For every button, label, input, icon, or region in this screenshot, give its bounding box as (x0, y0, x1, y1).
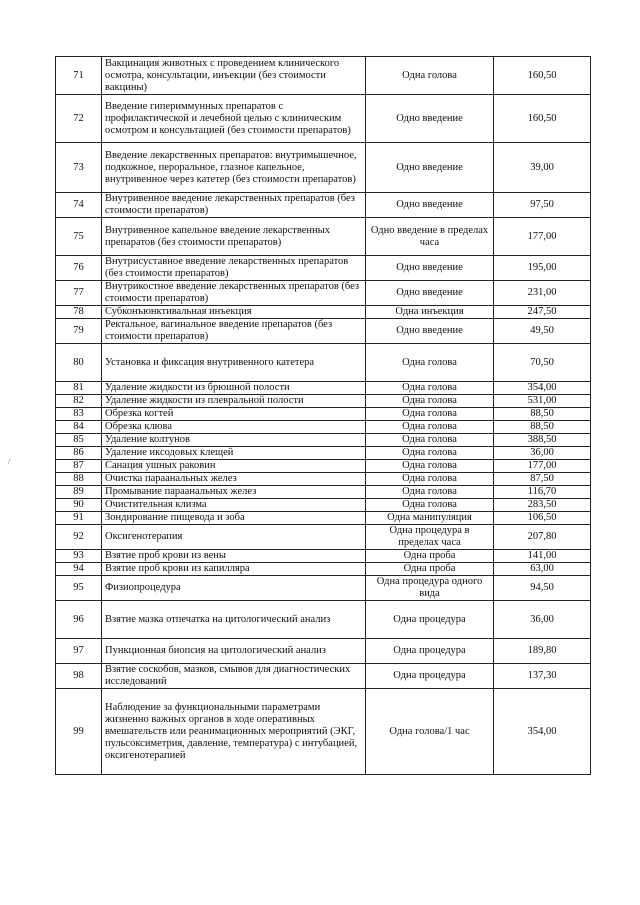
service-name: Очистительная клизма (102, 499, 366, 512)
unit-of-measure: Одна голова (366, 408, 494, 421)
service-name: Внутрикостное введение лекарственных препаратов (без стоимости препаратов) (102, 281, 366, 306)
row-number: 74 (56, 193, 102, 218)
unit-of-measure: Одна проба (366, 550, 494, 563)
price: 354,00 (494, 382, 591, 395)
unit-of-measure: Одно введение (366, 95, 494, 143)
margin-mark: / (8, 456, 11, 466)
unit-of-measure: Одна голова (366, 57, 494, 95)
table-row (56, 689, 591, 775)
price: 137,30 (494, 664, 591, 689)
price: 160,50 (494, 57, 591, 95)
service-name: Удаление иксодовых клещей (102, 447, 366, 460)
price: 207,80 (494, 525, 591, 550)
table-row (56, 256, 591, 281)
service-name: Внутрисуставное введение лекарственных препаратов (без стоимости препаратов) (102, 256, 366, 281)
row-number: 88 (56, 473, 102, 486)
price: 189,80 (494, 639, 591, 664)
price: 88,50 (494, 421, 591, 434)
service-name: Санация ушных раковин (102, 460, 366, 473)
row-number: 75 (56, 218, 102, 256)
unit-of-measure: Одна проба (366, 563, 494, 576)
service-name: Установка и фиксация внутривенного катетера (102, 344, 366, 382)
service-name: Удаление жидкости из брюшной полости (102, 382, 366, 395)
row-number: 97 (56, 639, 102, 664)
unit-of-measure: Одно введение (366, 319, 494, 344)
row-number: 84 (56, 421, 102, 434)
unit-of-measure: Одна инъекция (366, 306, 494, 319)
unit-of-measure: Одна голова (366, 460, 494, 473)
service-name: Удаление жидкости из плевральной полости (102, 395, 366, 408)
table-row (56, 639, 591, 664)
row-number: 71 (56, 57, 102, 95)
unit-of-measure: Одна голова (366, 447, 494, 460)
row-number: 92 (56, 525, 102, 550)
service-name: Взятие проб крови из капилляра (102, 563, 366, 576)
table-row (56, 486, 591, 499)
row-number: 99 (56, 689, 102, 775)
table-row (56, 473, 591, 486)
row-number: 86 (56, 447, 102, 460)
service-name: Внутривенное введение лекарственных препаратов (без стоимости препаратов) (102, 193, 366, 218)
table-row (56, 218, 591, 256)
price: 116,70 (494, 486, 591, 499)
service-name: Наблюдение за функциональными параметрами жизненно важных органов в ходе оперативных вмешательств или реанимационных мероприятий (ЭКГ, пульсоксиметрия, давление, температура) с интубацией, оксигенотерапией (102, 689, 366, 775)
row-number: 80 (56, 344, 102, 382)
service-name: Ректальное, вагинальное введение препаратов (без стоимости препаратов) (102, 319, 366, 344)
service-name: Зондирование пищевода и зоба (102, 512, 366, 525)
row-number: 98 (56, 664, 102, 689)
unit-of-measure: Одна голова (366, 421, 494, 434)
row-number: 72 (56, 95, 102, 143)
unit-of-measure: Одно введение в пределах часа (366, 218, 494, 256)
price: 141,00 (494, 550, 591, 563)
price: 97,50 (494, 193, 591, 218)
row-number: 81 (56, 382, 102, 395)
price: 247,50 (494, 306, 591, 319)
price: 36,00 (494, 447, 591, 460)
price: 39,00 (494, 143, 591, 193)
unit-of-measure: Одно введение (366, 193, 494, 218)
service-name: Физиопроцедура (102, 576, 366, 601)
row-number: 95 (56, 576, 102, 601)
price: 36,00 (494, 601, 591, 639)
service-name: Введение гипериммунных препаратов с профилактической и лечебной целью с клиническим осмотром и консультацией (без стоимости препаратов) (102, 95, 366, 143)
service-name: Взятие мазка отпечатка на цитологический анализ (102, 601, 366, 639)
price: 177,00 (494, 218, 591, 256)
table-row (56, 319, 591, 344)
service-name: Введение лекарственных препаратов: внутримышечное, подкожное, пероральное, глазное капельное, внутривенное через катетер (без стоимости препаратов) (102, 143, 366, 193)
service-name: Взятие соскобов, мазков, смывов для диагностических исследований (102, 664, 366, 689)
table-row (56, 306, 591, 319)
unit-of-measure: Одна голова (366, 395, 494, 408)
row-number: 87 (56, 460, 102, 473)
unit-of-measure: Одна голова (366, 344, 494, 382)
unit-of-measure: Одна голова (366, 499, 494, 512)
price: 195,00 (494, 256, 591, 281)
row-number: 91 (56, 512, 102, 525)
unit-of-measure: Одна голова/1 час (366, 689, 494, 775)
row-number: 85 (56, 434, 102, 447)
table-row (56, 499, 591, 512)
price: 87,50 (494, 473, 591, 486)
price: 388,50 (494, 434, 591, 447)
price: 49,50 (494, 319, 591, 344)
service-name: Пункционная биопсия на цитологический анализ (102, 639, 366, 664)
service-name: Обрезка клюва (102, 421, 366, 434)
unit-of-measure: Одно введение (366, 143, 494, 193)
table-row (56, 382, 591, 395)
unit-of-measure: Одно введение (366, 256, 494, 281)
row-number: 93 (56, 550, 102, 563)
service-name: Очистка параанальных желез (102, 473, 366, 486)
unit-of-measure: Одна голова (366, 486, 494, 499)
price: 63,00 (494, 563, 591, 576)
unit-of-measure: Одна голова (366, 382, 494, 395)
table-row (56, 447, 591, 460)
table-row (56, 193, 591, 218)
table-row (56, 95, 591, 143)
price: 88,50 (494, 408, 591, 421)
price: 354,00 (494, 689, 591, 775)
table-row (56, 601, 591, 639)
table-row (56, 421, 591, 434)
price: 283,50 (494, 499, 591, 512)
table-row (56, 57, 591, 95)
table-row (56, 563, 591, 576)
table-row (56, 525, 591, 550)
table-row (56, 434, 591, 447)
price: 70,50 (494, 344, 591, 382)
row-number: 76 (56, 256, 102, 281)
unit-of-measure: Одна голова (366, 434, 494, 447)
unit-of-measure: Одна процедура (366, 601, 494, 639)
unit-of-measure: Одно введение (366, 281, 494, 306)
service-name: Внутривенное капельное введение лекарственных препаратов (без стоимости препаратов) (102, 218, 366, 256)
price: 531,00 (494, 395, 591, 408)
row-number: 82 (56, 395, 102, 408)
table-row (56, 143, 591, 193)
service-name: Удаление колтунов (102, 434, 366, 447)
price: 160,50 (494, 95, 591, 143)
table-row (56, 281, 591, 306)
row-number: 89 (56, 486, 102, 499)
row-number: 73 (56, 143, 102, 193)
table-row (56, 395, 591, 408)
unit-of-measure: Одна манипуляция (366, 512, 494, 525)
unit-of-measure: Одна процедура в пределах часа (366, 525, 494, 550)
price: 231,00 (494, 281, 591, 306)
table-row (56, 550, 591, 563)
row-number: 77 (56, 281, 102, 306)
service-name: Взятие проб крови из вены (102, 550, 366, 563)
service-name: Обрезка когтей (102, 408, 366, 421)
price: 94,50 (494, 576, 591, 601)
unit-of-measure: Одна процедура (366, 664, 494, 689)
row-number: 83 (56, 408, 102, 421)
row-number: 94 (56, 563, 102, 576)
unit-of-measure: Одна голова (366, 473, 494, 486)
table-body (56, 57, 591, 775)
price: 177,00 (494, 460, 591, 473)
table-row (56, 512, 591, 525)
table-row (56, 408, 591, 421)
table-row (56, 576, 591, 601)
table-row (56, 344, 591, 382)
row-number: 78 (56, 306, 102, 319)
price: 106,50 (494, 512, 591, 525)
table-row (56, 460, 591, 473)
row-number: 96 (56, 601, 102, 639)
row-number: 90 (56, 499, 102, 512)
service-name: Оксигенотерапия (102, 525, 366, 550)
unit-of-measure: Одна процедура (366, 639, 494, 664)
row-number: 79 (56, 319, 102, 344)
service-name: Субконъюнктивальная инъекция (102, 306, 366, 319)
service-name: Вакцинация животных с проведением клинического осмотра, консультации, инъекции (без стоимости вакцины) (102, 57, 366, 95)
unit-of-measure: Одна процедура одного вида (366, 576, 494, 601)
service-name: Промывание параанальных желез (102, 486, 366, 499)
price-table (55, 56, 591, 775)
table-row (56, 664, 591, 689)
